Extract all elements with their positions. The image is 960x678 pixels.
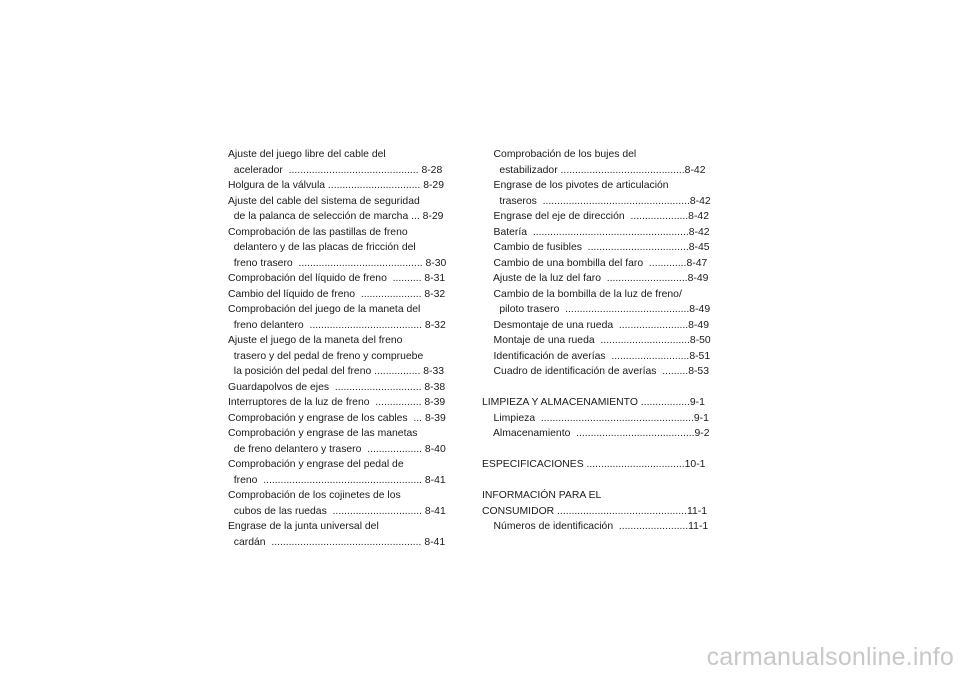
toc-right-column xyxy=(482,147,739,535)
toc-line: Almacenamiento .........................................9-2 xyxy=(482,428,710,439)
toc-line: Engrase de la junta universal del xyxy=(228,521,379,532)
toc-line: Engrase de los pivotes de articulación xyxy=(482,180,669,191)
toc-line: Cambio de la bombilla de la luz de freno/ xyxy=(482,288,682,300)
toc-section-heading: LIMPIEZA Y ALMACENAMIENTO .................9-1 xyxy=(482,397,705,408)
toc-line: freno trasero ........................................... 8-30 xyxy=(228,257,447,269)
toc-line: Limpieza .....................................................9-1 xyxy=(482,412,709,424)
toc-line: Holgura de la válvula ................................ 8-29 xyxy=(228,180,444,191)
toc-line: Cuadro de identificación de averías .........8-53 xyxy=(482,366,709,377)
toc-line: Cambio de fusibles ...................................8-45 xyxy=(482,242,710,253)
toc-line: Desmontaje de una rueda ........................8-49 xyxy=(482,319,709,331)
toc-line: Engrase del eje de dirección ....................8-42 xyxy=(482,211,709,222)
toc-line: Números de identificación ........................11-1 xyxy=(482,521,709,532)
toc-line: Comprobación y engrase del pedal de xyxy=(228,459,404,470)
section-gap xyxy=(482,473,739,489)
toc-line: estabilizador ...........................................8-42 xyxy=(482,164,706,176)
toc-line: la posición del pedal del freno ................ 8-33 xyxy=(228,366,445,377)
toc-section-heading: CONSUMIDOR .............................................11-1 xyxy=(482,505,707,517)
toc-line: Comprobación y engrase de los cables ... 8-39 xyxy=(228,412,446,424)
toc-line: cardán .................................................... 8-41 xyxy=(228,536,446,548)
toc-line: Comprobación de los bujes del xyxy=(482,149,637,160)
toc-line: Ajuste de la luz del faro ............................8-49 xyxy=(482,273,709,284)
toc-line: Cambio del líquido de freno ..................... 8-32 xyxy=(228,288,446,300)
toc-line: Ajuste del juego libre del cable del xyxy=(228,149,386,160)
toc-line: Batería ......................................................8-42 xyxy=(482,226,710,238)
toc-line: Identificación de averías ...........................8-51 xyxy=(482,350,711,362)
toc-section-heading: ESPECIFICACIONES ..................................10-1 xyxy=(482,459,706,470)
toc-line: traseros ...................................................8-42 xyxy=(482,195,711,207)
toc-line: piloto trasero ...........................................8-49 xyxy=(482,304,711,315)
toc-line: freno ....................................................... 8-41 xyxy=(228,474,446,486)
toc-line: Guardapolvos de ejes .............................. 8-38 xyxy=(228,381,446,393)
toc-line: delantero y de las placas de fricción del xyxy=(228,242,416,253)
toc-line: Ajuste del cable del sistema de seguridad xyxy=(228,195,420,207)
toc-line: acelerador ............................................. 8-28 xyxy=(228,164,443,176)
section-gap xyxy=(482,380,739,396)
toc-line: Cambio de una bombilla del faro .............8-47 xyxy=(482,257,708,269)
toc-left-column xyxy=(228,147,464,550)
section-gap xyxy=(482,442,739,458)
toc-line: freno delantero ....................................... 8-32 xyxy=(228,319,446,331)
toc-line: trasero y del pedal de freno y compruebe xyxy=(228,350,424,362)
watermark: carmanualsonline.info xyxy=(706,643,954,671)
toc-line: Ajuste el juego de la maneta del freno xyxy=(228,335,403,346)
toc-line: Interruptores de la luz de freno ................ 8-39 xyxy=(228,397,446,408)
toc-line: Comprobación de los cojinetes de los xyxy=(228,490,401,501)
toc-line: Comprobación del líquido de freno .......... 8-31 xyxy=(228,273,446,284)
toc-line: Comprobación y engrase de las manetas xyxy=(228,428,418,439)
toc-line: Comprobación de las pastillas de freno xyxy=(228,226,408,238)
toc-line: de la palanca de selección de marcha ... 8-29 xyxy=(228,211,444,222)
toc-line: de freno delantero y trasero ................... 8-40 xyxy=(228,443,446,455)
toc-section-heading: INFORMACIÓN PARA EL xyxy=(482,490,602,501)
toc-line: Montaje de una rueda ...............................8-50 xyxy=(482,335,711,346)
toc-line: Comprobación del juego de la maneta del xyxy=(228,304,421,315)
toc-line: cubos de las ruedas ............................... 8-41 xyxy=(228,505,446,517)
